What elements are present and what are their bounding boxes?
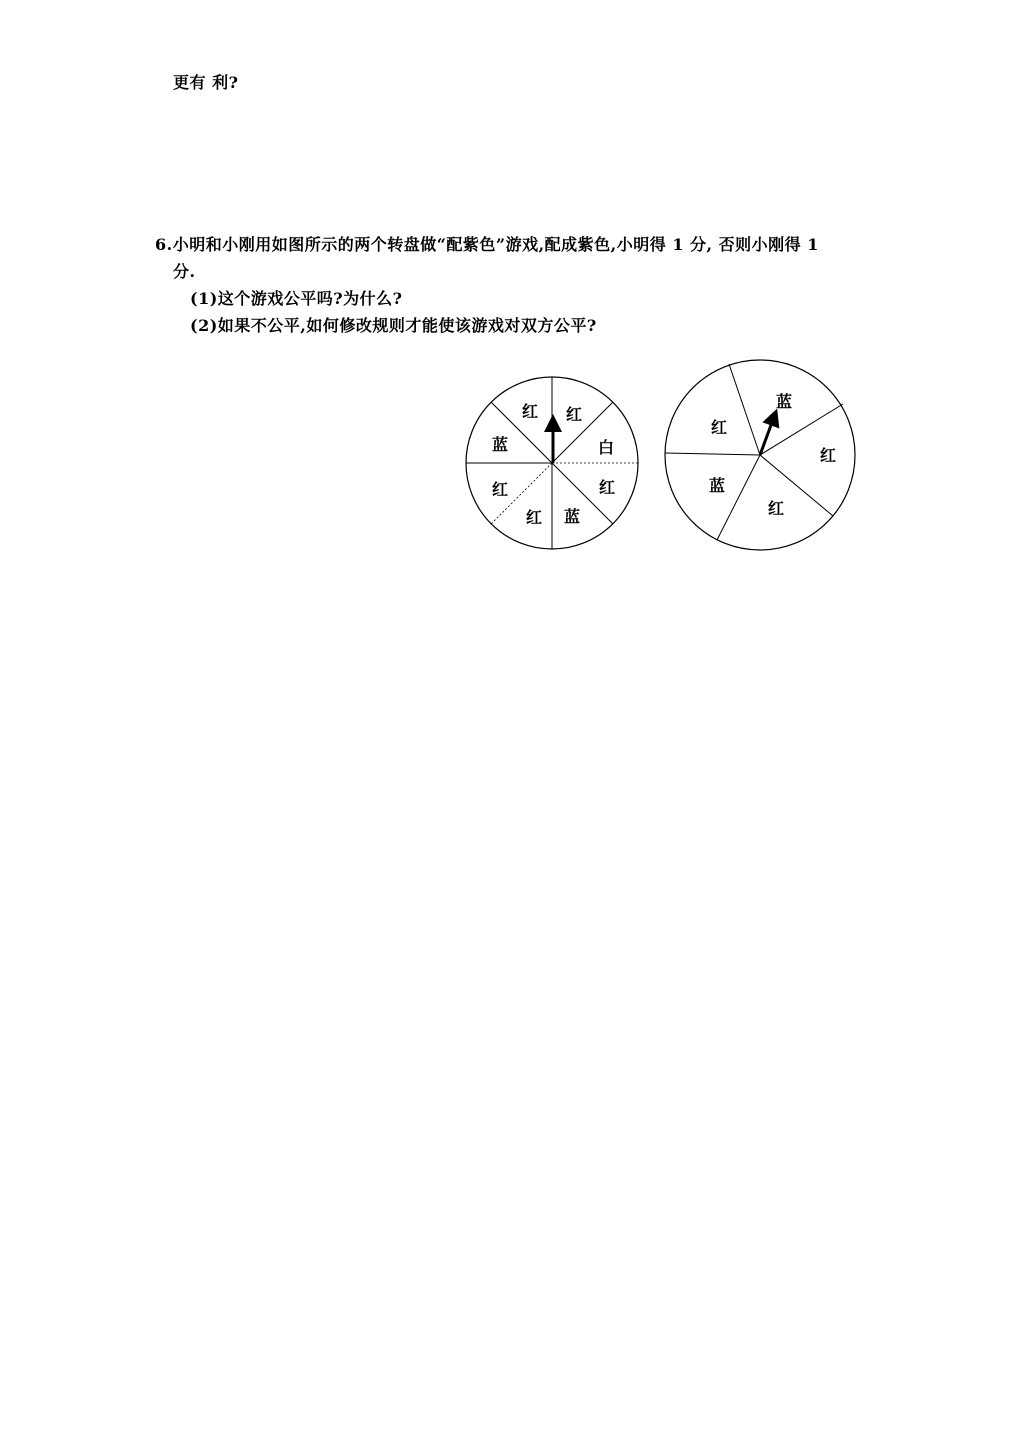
spinner-left-label: 红 — [566, 405, 583, 424]
spinner-right-divider — [665, 453, 760, 455]
question-6-part-2: (2)如果不公平,如何修改规则才能使该游戏对双方公平? — [190, 316, 597, 335]
spinner-right-label: 红 — [711, 418, 728, 437]
spinner-right-pointer — [760, 417, 774, 455]
spinner-left-label: 白 — [598, 438, 615, 457]
spinner-left-label: 红 — [526, 508, 543, 527]
spinner-right-label: 红 — [768, 499, 785, 518]
spinner-left-label: 蓝 — [492, 435, 509, 454]
spinner-left-label: 蓝 — [564, 507, 581, 526]
spinner-left-label: 红 — [522, 402, 539, 421]
spinner-figure-svg — [460, 355, 860, 555]
spinner-figure — [460, 355, 860, 555]
question-6-part-1: (1)这个游戏公平吗?为什么? — [190, 289, 403, 308]
spinner-left — [466, 377, 638, 549]
spinner-right-divider — [717, 455, 760, 540]
question-6-stem-line2: 分. — [173, 262, 196, 281]
spinner-right-label: 蓝 — [709, 476, 726, 495]
spinner-right-divider — [729, 364, 760, 455]
spinner-left-label: 红 — [599, 478, 616, 497]
spinner-right-label: 蓝 — [776, 392, 793, 411]
question-5-tail: 更有 利? — [173, 73, 239, 92]
spinner-left-label: 红 — [492, 480, 509, 499]
spinner-right — [665, 360, 855, 550]
question-6-stem-line1: 6.小明和小刚用如图所示的两个转盘做“配紫色”游戏,配成紫色,小明得 1 分, 否则小刚得 1 — [155, 235, 819, 254]
spinner-right-label: 红 — [820, 446, 837, 465]
